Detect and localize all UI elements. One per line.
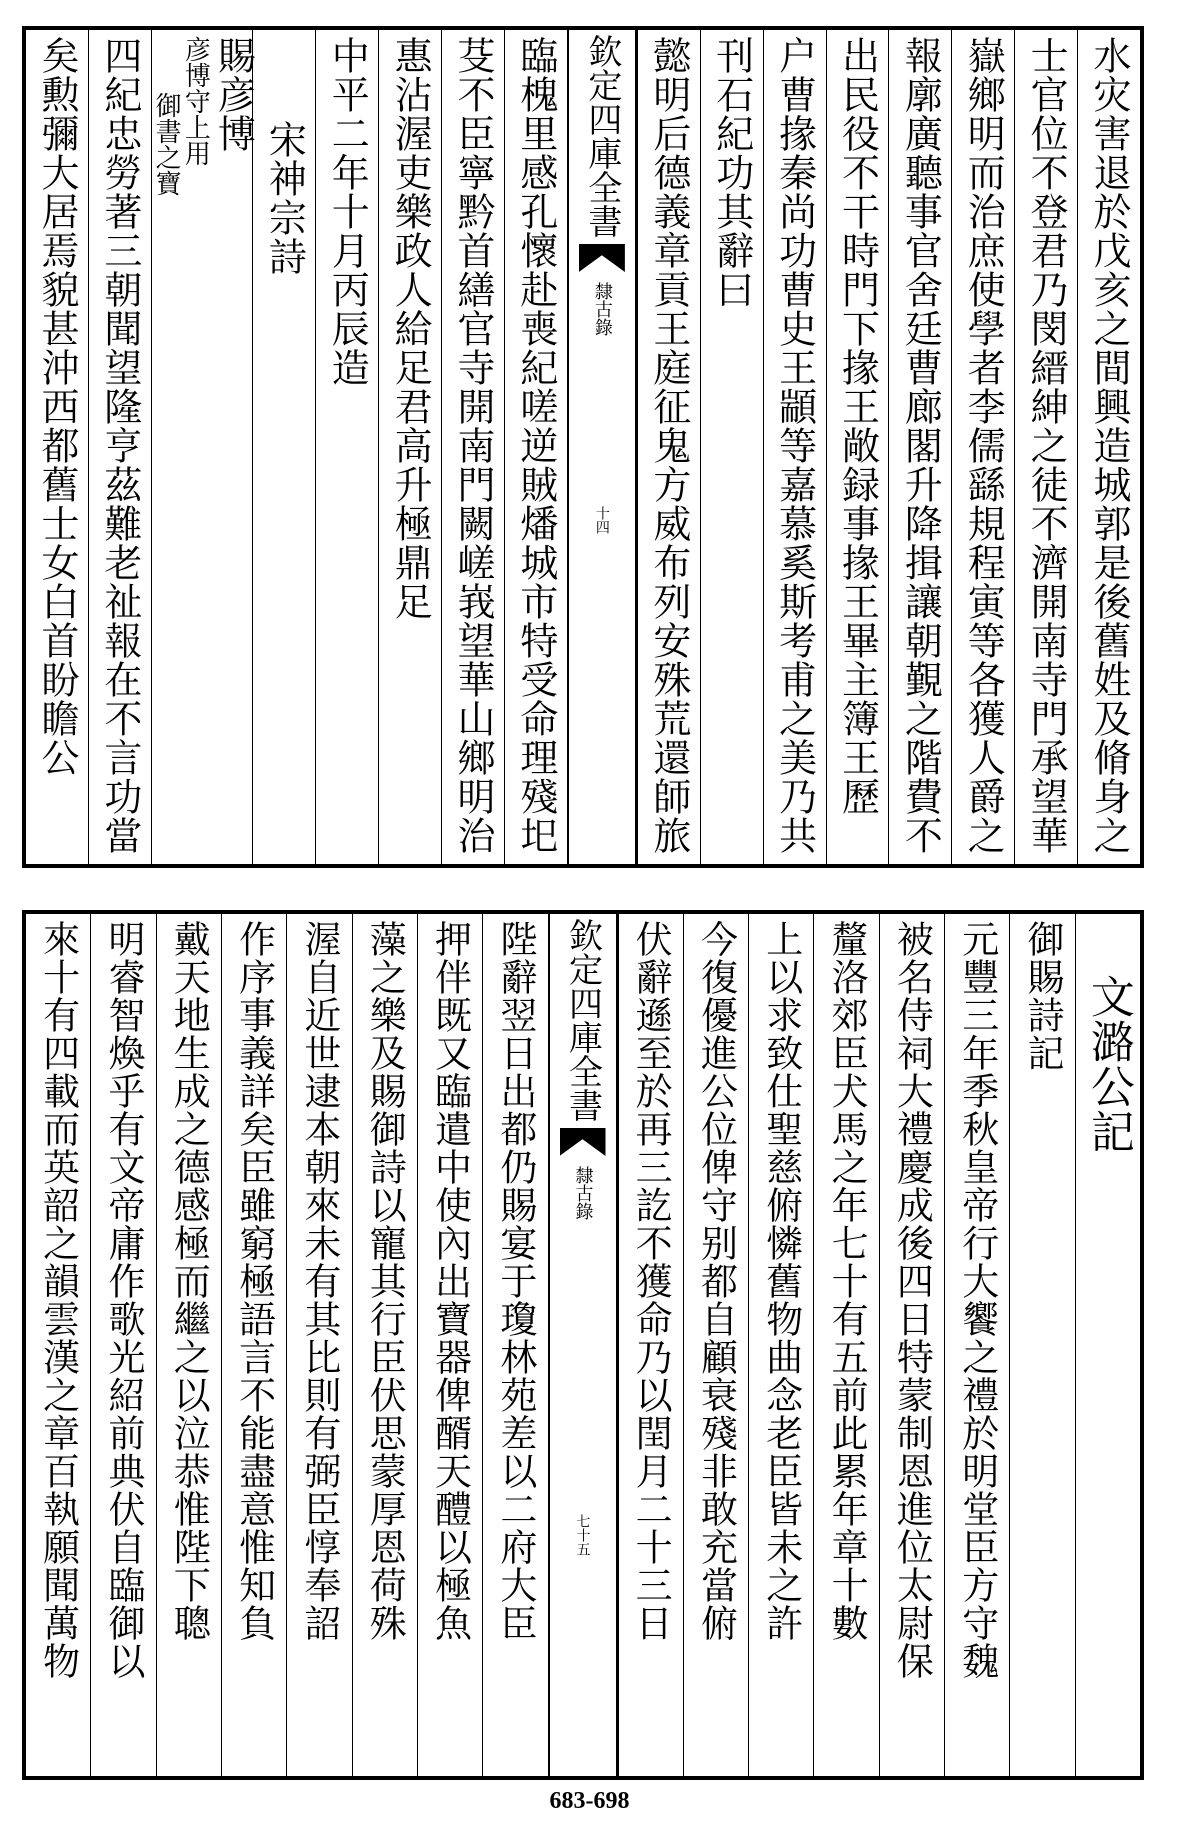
poem-title: 宋神宗詩	[262, 120, 307, 276]
text-column	[156, 914, 221, 1776]
column-text: 矣勲彌大居焉貌甚沖西都舊士女白首盼瞻公	[34, 36, 79, 777]
collection-label: 欽定四庫全書	[581, 34, 622, 238]
text-column	[504, 30, 567, 864]
column-text: 今復優進公位俾守别都自顧衰殘非敢充當俯	[694, 920, 738, 1642]
center-fold-column	[567, 30, 637, 864]
column-text: 釐洛郊臣犬馬之年七十有五前此累年章十數	[825, 920, 869, 1642]
column-text: 來十有四載而英韶之韻雲漢之章百執願聞萬物	[36, 920, 80, 1680]
folio-number: 十四	[593, 506, 610, 534]
text-column	[618, 914, 683, 1776]
text-column	[286, 914, 351, 1776]
text-column	[748, 914, 813, 1776]
column-text: 懿明后德義章貢王庭征鬼方威布列安殊荒還師旅	[646, 36, 691, 855]
recipient-with-note	[151, 36, 256, 196]
column-text: 臨槐里感孔懷赴喪紀嗟逆賊燔城市特受命理殘圯	[513, 36, 558, 855]
text-column	[352, 914, 417, 1776]
text-column	[26, 914, 90, 1776]
column-text: 芟不臣寧黔首繕官寺開南門闕嵯峩望華山鄉明治	[451, 36, 496, 855]
column-text: 上以求致仕聖慈俯憐舊物曲念老臣皆未之許	[759, 920, 803, 1642]
text-column	[378, 30, 441, 864]
text-column	[90, 914, 155, 1776]
column-text: 出民役不干時門下掾王敞録事掾王畢主簿王歷	[835, 36, 880, 816]
text-column	[1014, 30, 1077, 864]
text-column	[417, 914, 482, 1776]
text-column	[1009, 914, 1074, 1776]
text-column	[700, 30, 763, 864]
text-column	[763, 30, 826, 864]
text-column	[26, 30, 88, 864]
fish-tail-ornament	[560, 1128, 606, 1156]
text-column	[683, 914, 748, 1776]
text-column	[826, 30, 889, 864]
column-text: 陛辭翌日出都仍賜宴于瓊林苑差以二府大臣	[493, 920, 537, 1642]
column-text: 藻之樂及賜御詩以寵其行臣伏思蒙厚恩荷殊	[363, 920, 407, 1642]
center-fold-column	[548, 914, 618, 1776]
column-text: 明睿智煥乎有文帝庸作歌光紹前典伏自臨御以	[101, 920, 145, 1680]
book-title-label: 隸古錄	[591, 282, 613, 336]
text-column	[637, 30, 700, 864]
column-text: 水灾害退於戊亥之間興造城郭是後舊姓及脩身之	[1087, 36, 1132, 855]
column-text: 四紀忠勞著三朝聞望隆亨茲難老祉報在不言功當	[97, 36, 142, 855]
column-text: 渥自近世逮本朝來未有其比則有弼臣惇奉詔	[297, 920, 341, 1642]
top-page-panel	[22, 26, 1144, 868]
column-text: 惠沾渥吏樂政人給足君高升極鼎足	[388, 36, 433, 621]
column-text: 伏辭遜至於再三訖不獲命乃以閏月二十三日	[629, 920, 673, 1642]
column-text: 元豐三年季秋皇帝行大饗之禮於明堂臣方守魏	[955, 920, 999, 1680]
column-text: 嶽鄉明而治庶使學者李儒繇規程寅等各獲人爵之	[961, 36, 1006, 855]
annotation-line: 御書之寶	[151, 92, 182, 196]
column-text: 刊石紀功其辭曰	[709, 36, 754, 309]
column-text: 報廓廣聽事官舍廷曹廊閣升降揖讓朝覲之階費不	[898, 36, 943, 855]
text-column	[1077, 30, 1140, 864]
fish-tail-ornament	[579, 244, 625, 272]
text-column	[151, 30, 256, 864]
column-text: 押伴既又臨遣中使內出寶器俾醑天醴以極魚	[428, 920, 472, 1642]
book-title-label: 隸古錄	[572, 1166, 594, 1220]
text-column	[482, 914, 547, 1776]
text-column	[252, 30, 315, 864]
column-text: 作序事義詳矣臣雖窮極語言不能盡意惟知負	[232, 920, 276, 1642]
collection-label: 欽定四庫全書	[562, 918, 603, 1122]
text-column	[879, 914, 944, 1776]
text-column	[888, 30, 951, 864]
column-text: 被名侍祠大禮慶成後四日特蒙制恩進位太尉保	[890, 920, 934, 1680]
text-column	[951, 30, 1014, 864]
bottom-page-panel	[22, 910, 1144, 1780]
text-column	[315, 30, 378, 864]
annotation-line: 彦博守上用	[180, 36, 211, 166]
text-column	[88, 30, 151, 864]
column-text: 御賜詩記	[1021, 920, 1065, 1072]
text-column	[813, 914, 878, 1776]
text-column	[441, 30, 504, 864]
section-title: 文潞公記	[1082, 974, 1134, 1154]
column-text: 中平二年十月丙辰造	[325, 36, 370, 387]
folio-number: 七十五	[574, 1514, 591, 1556]
column-text: 賜彦博	[211, 36, 256, 153]
text-column	[944, 914, 1009, 1776]
text-column	[1075, 914, 1140, 1776]
column-text: 戴天地生成之德感極而繼之以泣恭惟陛下聰	[167, 920, 211, 1642]
text-column	[221, 914, 286, 1776]
small-annotation	[152, 36, 209, 196]
column-text: 士官位不登君乃閔縉紳之徒不濟開南寺門承望華	[1024, 36, 1069, 855]
page-range-footer: 683-698	[549, 1788, 630, 1814]
column-text: 户曹掾秦尚功曹史王顓等嘉慕奚斯考甫之美乃共	[772, 36, 817, 855]
